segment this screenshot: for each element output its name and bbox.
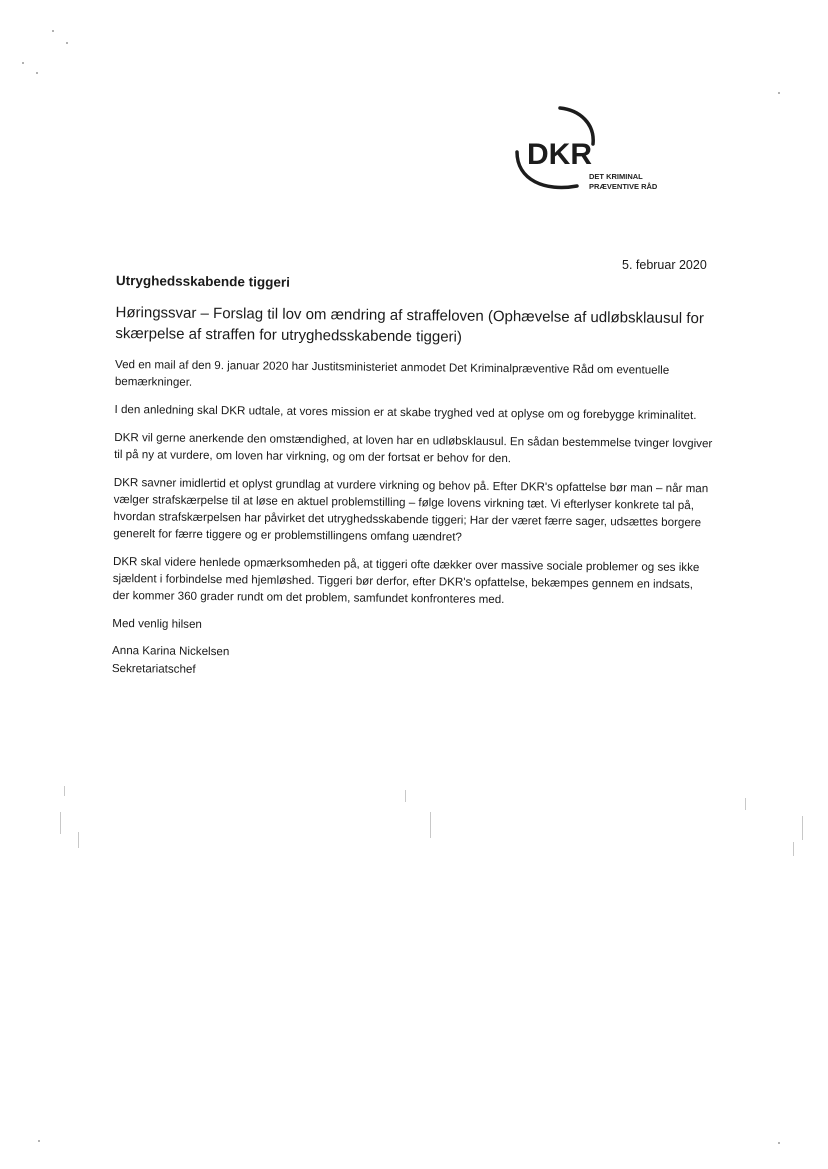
paragraph: I den anledning skal DKR udtale, at vores mission er at skabe tryghed ved at oplyse om og forebygge kriminalitet. <box>114 402 697 423</box>
dkr-logo <box>505 100 675 200</box>
scan-line <box>745 798 746 810</box>
logo-line-1: DET KRIMINAL <box>589 172 643 181</box>
scan-speck <box>778 1142 780 1144</box>
paragraph: DKR savner imidlertid et oplyst grundlag at vurdere virkning og behov på. Efter DKR's opfattelse bør man – når man vælger strafskærpelse til at løse en aktuel problemstilling – følge lovens virkning tæt. Vi efterlyser konkrete tal på, hvordan strafskærpelsen har påvirket det utryghedsskabende tiggeri; Har der været færre sager, udsættes borgere generelt for færre tiggere og er problemstillingens omfang uændret? <box>113 475 709 544</box>
scan-speck <box>22 62 24 64</box>
paragraph: DKR skal videre henlede opmærksomheden på, at tiggeri ofte dækker over massive sociale problemer og ses ikke sjældent i forbindelse med hjemløshed. Tiggeri bør derfor, efter DKR's opfattelse, bekæmpes gennem en indsats, der kommer 360 grader rundt om det problem, samfundet konfronteres med. <box>112 554 700 607</box>
scan-line <box>78 832 79 848</box>
signature-role: Sekretariatschef <box>111 661 196 676</box>
scan-line <box>430 812 431 838</box>
scan-speck <box>66 42 68 44</box>
scan-speck <box>778 92 780 94</box>
letter-body <box>112 273 716 684</box>
signature-name: Anna Karina Nickelsen <box>111 643 230 659</box>
scan-speck <box>36 72 38 74</box>
scan-line <box>64 786 65 796</box>
paragraph: DKR vil gerne anerkende den omstændighed, at loven har en udløbsklausul. En sådan bestemmelse tvinger lovgiver til på ny at vurdere, om loven har virkning, og om der fortsat er behov for den. <box>114 430 713 466</box>
scan-line <box>793 842 794 856</box>
letter-subtitle: Høringssvar – Forslag til lov om ændring af straffeloven (Ophævelse af udløbsklausul for skærpelse af straffen for utryghedsskabende tiggeri) <box>115 303 704 346</box>
scan-line <box>60 812 61 834</box>
scan-speck <box>38 1140 40 1142</box>
letter-date: 5. februar 2020 <box>622 258 707 272</box>
scan-speck <box>52 30 54 32</box>
letter-title: Utryghedsskabende tiggeri <box>115 273 291 290</box>
logo-subtitle <box>589 172 657 192</box>
scan-line <box>802 816 803 840</box>
logo-abbr: DKR <box>527 138 592 171</box>
closing-greeting: Med venlig hilsen <box>112 616 202 631</box>
paragraph: Ved en mail af den 9. januar 2020 har Justitsministeriet anmodet Det Kriminalpræventive Råd om eventuelle bemærkninger. <box>114 357 670 389</box>
scan-line <box>405 790 406 802</box>
logo-line-2: PRÆVENTIVE RÅD <box>589 182 658 191</box>
